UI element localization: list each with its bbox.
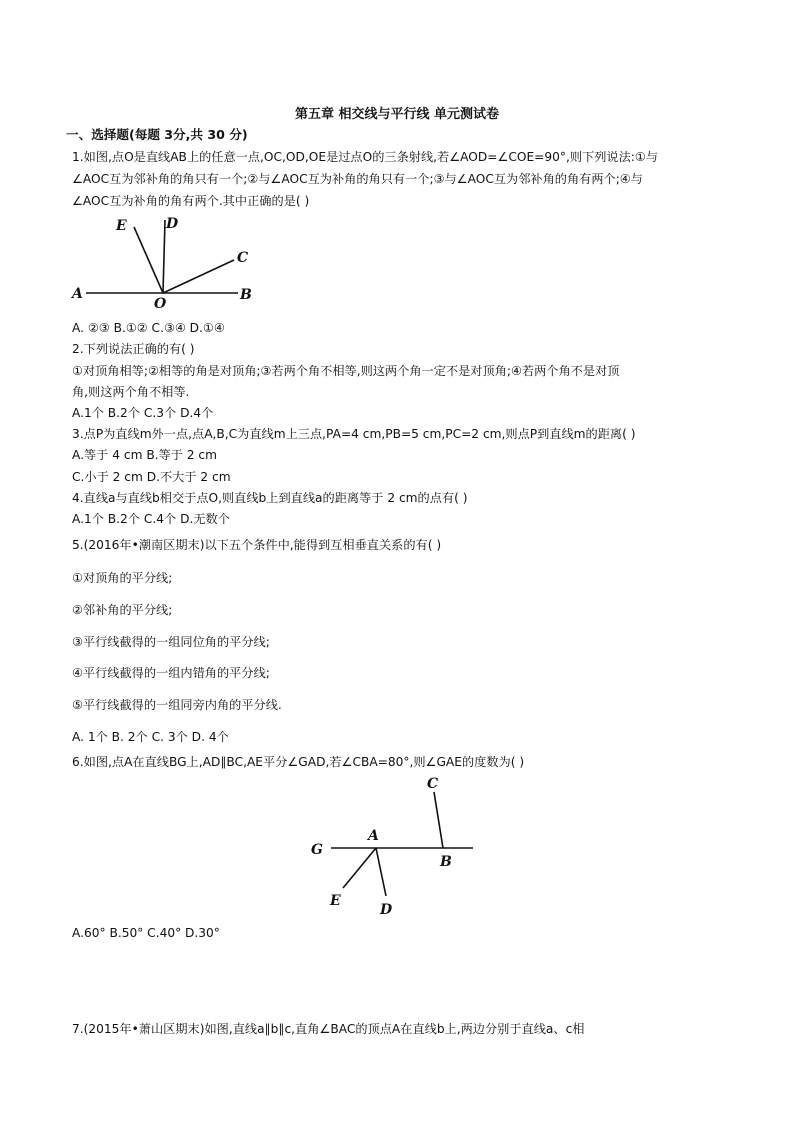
q2-text-line3: 角,则这两个角不相等. [72, 385, 190, 399]
q5-item-2: ②邻补角的平分线; [72, 603, 173, 617]
q5-item-3: ③平行线截得的一组同位角的平分线; [72, 635, 270, 649]
section-heading: 一、选择题(每题 3分,共 30 分) [66, 127, 248, 142]
label-b: B [440, 854, 452, 870]
q6-text-line1: 6.如图,点A在直线BG上,AD∥BC,AE平分∠GAD,若∠CBA=80°,则∠GAE的度数为( ) [72, 755, 525, 769]
label-e: E [116, 218, 127, 234]
q6-figure [305, 772, 485, 920]
q1-options: A. ②③ B.①② C.③④ D.①④ [72, 321, 225, 335]
q5-text-line1: 5.(2016年•潮南区期末)以下五个条件中,能得到互相垂直关系的有( ) [72, 538, 442, 552]
q2-options: A.1个 B.2个 C.3个 D.4个 [72, 406, 214, 420]
ray-oc [163, 260, 234, 293]
label-a: A [72, 286, 83, 302]
page-title: 第五章 相交线与平行线 单元测试卷 [294, 107, 500, 122]
q5-item-5: ⑤平行线截得的一组同旁内角的平分线. [72, 698, 282, 712]
q3-options-ab: A.等于 4 cm B.等于 2 cm [72, 448, 218, 462]
ray-od [163, 220, 165, 293]
q5-item-4: ④平行线截得的一组内错角的平分线; [72, 666, 270, 680]
label-d: D [380, 902, 393, 918]
q2-text-line2: ①对顶角相等;②相等的角是对顶角;③若两个角不相等,则这两个角一定不是对顶角;④若两个角不是对顶 [72, 364, 620, 378]
ray-oe [134, 227, 163, 293]
ray-ae [343, 848, 376, 888]
q1-text-line3: ∠AOC互为补角的角有两个.其中正确的是( ) [72, 194, 310, 208]
q4-options: A.1个 B.2个 C.4个 D.无数个 [72, 512, 230, 526]
q1-figure [66, 210, 276, 315]
q6-options: A.60° B.50° C.40° D.30° [72, 926, 220, 940]
label-c: C [237, 250, 249, 266]
q1-text-line2: ∠AOC互为邻补角的角只有一个;②与∠AOC互为补角的角只有一个;③与∠AOC互为邻补角的角有两个;④与 [72, 172, 643, 186]
label-c: C [427, 776, 439, 792]
q5-item-1: ①对顶角的平分线; [72, 571, 173, 585]
q5-options: A. 1个 B. 2个 C. 3个 D. 4个 [72, 730, 229, 744]
label-b: B [240, 287, 252, 303]
q3-text-line1: 3.点P为直线m外一点,点A,B,C为直线m上三点,PA=4 cm,PB=5 cm,PC=2 cm,则点P到直线m的距离( ) [72, 427, 636, 441]
q1-text-line1: 1.如图,点O是直线AB上的任意一点,OC,OD,OE是过点O的三条射线,若∠AOD=∠COE=90°,则下列说法:①与 [72, 150, 659, 164]
q7-text-line1: 7.(2015年•萧山区期末)如图,直线a∥b∥c,直角∠BAC的顶点A在直线b上,两边分别于直线a、c相 [72, 1022, 585, 1036]
label-d: D [166, 216, 179, 232]
q4-text-line1: 4.直线a与直线b相交于点O,则直线b上到直线a的距离等于 2 cm的点有( ) [72, 491, 468, 505]
segment-bc [434, 792, 443, 848]
label-e: E [330, 893, 341, 909]
q2-text-line1: 2.下列说法正确的有( ) [72, 342, 195, 356]
label-g: G [311, 842, 323, 858]
ray-ad [376, 848, 386, 896]
q3-options-cd: C.小于 2 cm D.不大于 2 cm [72, 470, 231, 484]
label-a: A [368, 828, 379, 844]
label-o: O [154, 296, 167, 312]
